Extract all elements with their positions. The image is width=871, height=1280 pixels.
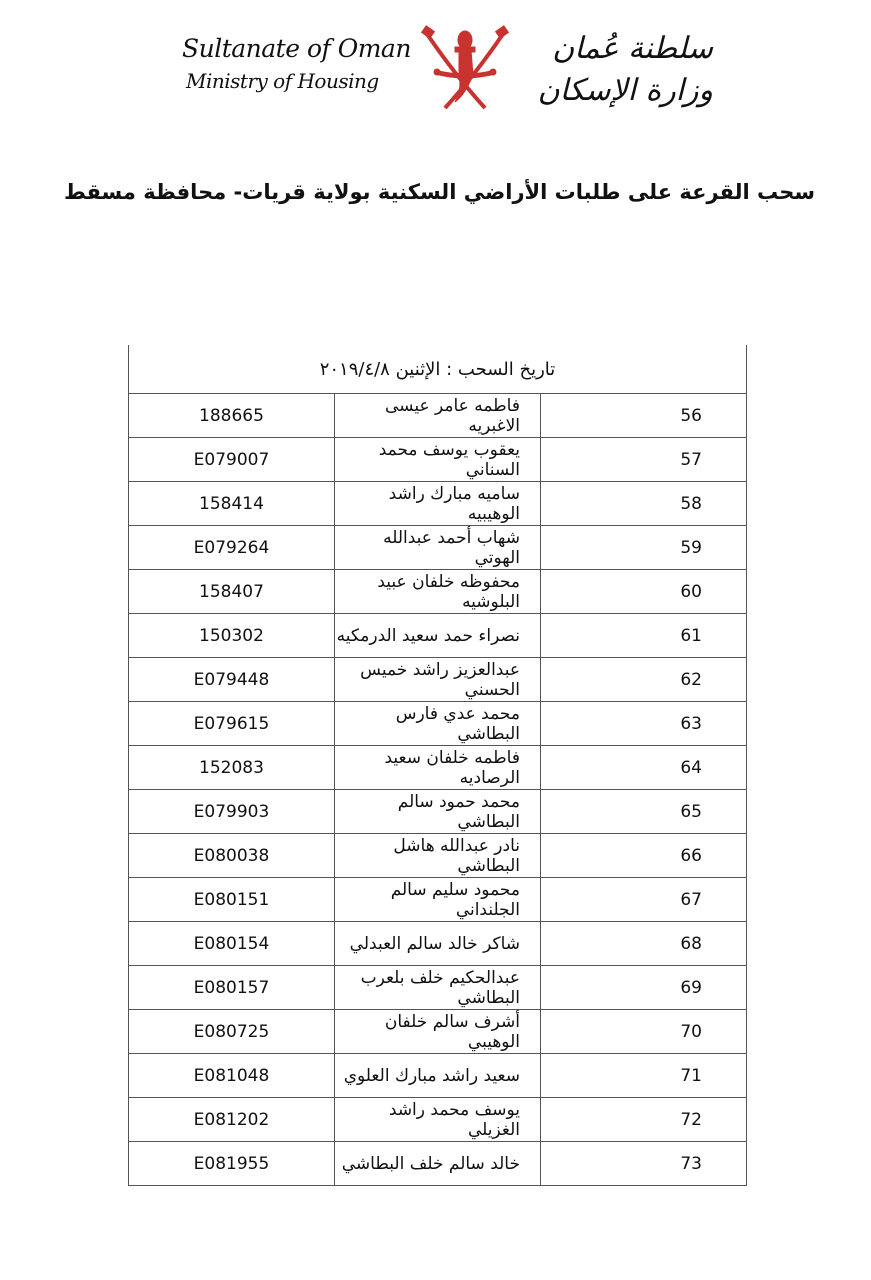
table-row [129, 614, 747, 658]
applicant-code: E080038 [129, 834, 335, 878]
applicant-name: محمد حمود سالم البطاشي [335, 790, 541, 834]
applicant-name: شهاب أحمد عبدالله الهوتي [335, 526, 541, 570]
draw-date: تاريخ السحب : الإثنين ٢٠١٩/٤/٨ [129, 345, 747, 394]
table-row [129, 1010, 747, 1054]
row-number: 63 [541, 702, 747, 746]
applicant-name: نصراء حمد سعيد الدرمكيه [335, 614, 541, 658]
applicant-code: 158414 [129, 482, 335, 526]
applicant-code: E081048 [129, 1054, 335, 1098]
table-row [129, 834, 747, 878]
applicant-name: محفوظه خلفان عبيد البلوشيه [335, 570, 541, 614]
row-number: 61 [541, 614, 747, 658]
table-row [129, 746, 747, 790]
applicant-name: محمد عدي فارس البطاشي [335, 702, 541, 746]
table-row [129, 702, 747, 746]
row-number: 64 [541, 746, 747, 790]
header-ministry-ar: وزارة الإسكان [537, 73, 713, 108]
table-row [129, 438, 747, 482]
applicant-code: E080725 [129, 1010, 335, 1054]
header-english [182, 32, 411, 96]
oman-khanjar-emblem-icon [415, 20, 515, 120]
table-row [129, 1098, 747, 1142]
applicant-code: E081202 [129, 1098, 335, 1142]
applicant-name: فاطمه خلفان سعيد الرصاديه [335, 746, 541, 790]
row-number: 70 [541, 1010, 747, 1054]
draw-results-table [128, 345, 747, 1186]
applicant-name: عبدالعزيز راشد خميس الحسني [335, 658, 541, 702]
table-row [129, 570, 747, 614]
header-ministry-en: Ministry of Housing [186, 69, 379, 93]
applicant-code: 150302 [129, 614, 335, 658]
row-number: 57 [541, 438, 747, 482]
applicant-code: E079007 [129, 438, 335, 482]
table-row [129, 966, 747, 1010]
row-number: 72 [541, 1098, 747, 1142]
row-number: 68 [541, 922, 747, 966]
row-number: 67 [541, 878, 747, 922]
applicant-name: يوسف محمد راشد الغزيلي [335, 1098, 541, 1142]
draw-date-row [129, 345, 747, 394]
header-arabic [538, 28, 713, 112]
table-row [129, 526, 747, 570]
applicant-code: E079448 [129, 658, 335, 702]
applicant-code: E080151 [129, 878, 335, 922]
row-number: 69 [541, 966, 747, 1010]
row-number: 60 [541, 570, 747, 614]
table-row [129, 790, 747, 834]
applicant-name: عبدالحكيم خلف بلعرب البطاشي [335, 966, 541, 1010]
applicant-code: E080157 [129, 966, 335, 1010]
row-number: 65 [541, 790, 747, 834]
document-title: سحب القرعة على طلبات الأراضي السكنية بولاية قريات- محافظة مسقط [63, 180, 816, 204]
row-number: 58 [541, 482, 747, 526]
applicant-code: E079264 [129, 526, 335, 570]
row-number: 59 [541, 526, 747, 570]
applicant-name: نادر عبدالله هاشل البطاشي [335, 834, 541, 878]
applicant-name: أشرف سالم خلفان الوهيبي [335, 1010, 541, 1054]
table-row [129, 1054, 747, 1098]
applicant-name: خالد سالم خلف البطاشي [335, 1142, 541, 1186]
header-country-ar: سلطنة عُمان [552, 31, 713, 66]
applicant-name: فاطمه عامر عيسى الاغبريه [335, 394, 541, 438]
row-number: 66 [541, 834, 747, 878]
applicant-name: ساميه مبارك راشد الوهيبيه [335, 482, 541, 526]
applicant-name: محمود سليم سالم الجلنداني [335, 878, 541, 922]
row-number: 73 [541, 1142, 747, 1186]
applicant-code: E079903 [129, 790, 335, 834]
applicant-name: سعيد راشد مبارك العلوي [335, 1054, 541, 1098]
table-row [129, 394, 747, 438]
applicant-name: شاكر خالد سالم العبدلي [335, 922, 541, 966]
row-number: 62 [541, 658, 747, 702]
table-row [129, 658, 747, 702]
applicant-code: E079615 [129, 702, 335, 746]
applicant-code: 158407 [129, 570, 335, 614]
header-country-en: Sultanate of Oman [182, 34, 411, 63]
applicant-code: 152083 [129, 746, 335, 790]
row-number: 71 [541, 1054, 747, 1098]
applicant-code: E081955 [129, 1142, 335, 1186]
table-row [129, 1142, 747, 1186]
row-number: 56 [541, 394, 747, 438]
table-row [129, 482, 747, 526]
applicant-code: E080154 [129, 922, 335, 966]
table-row [129, 922, 747, 966]
table-row [129, 878, 747, 922]
applicant-name: يعقوب يوسف محمد السناني [335, 438, 541, 482]
applicant-code: 188665 [129, 394, 335, 438]
